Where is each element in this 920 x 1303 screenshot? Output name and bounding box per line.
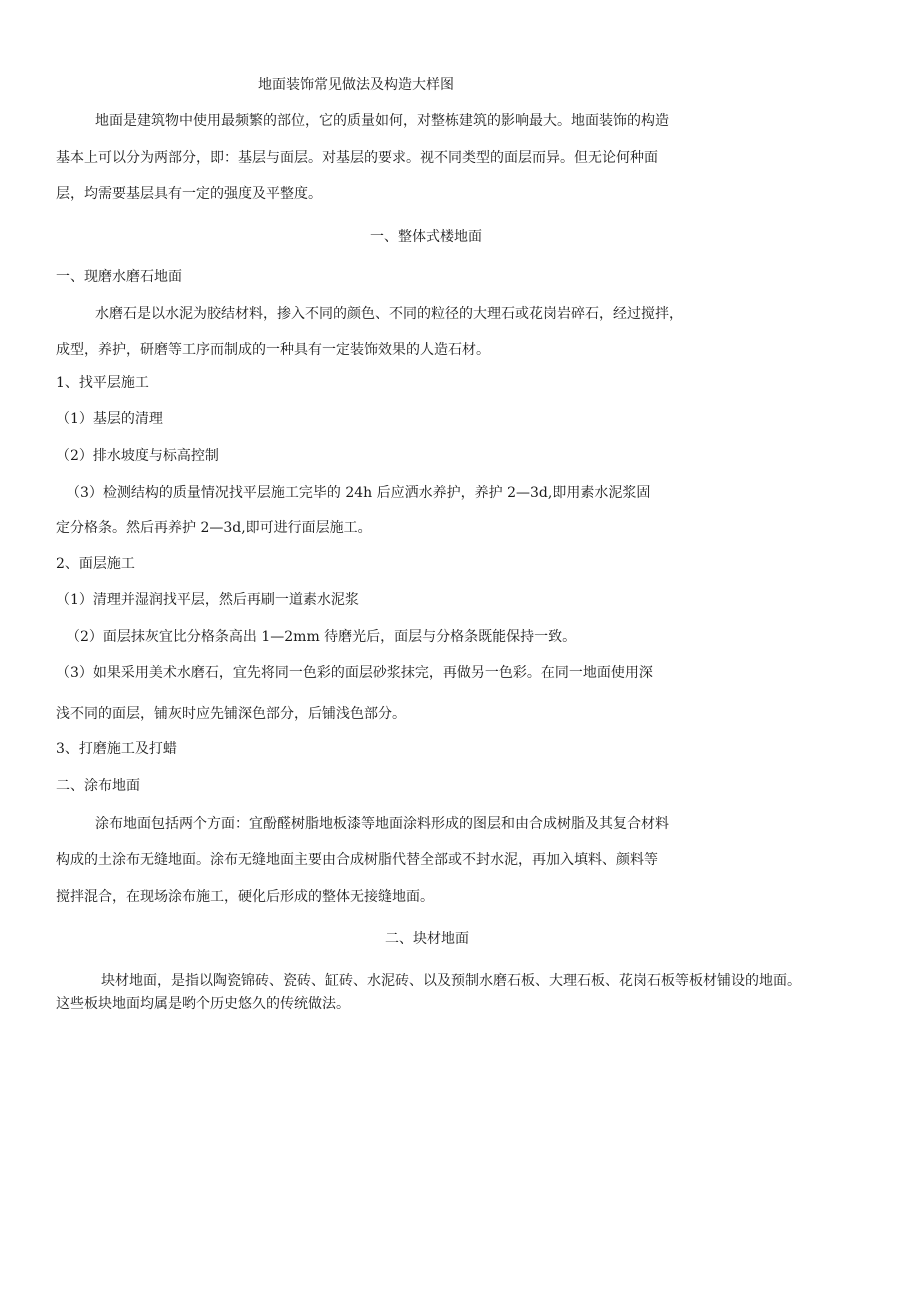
- terrazzo-para-line-2: 成型，养护，研磨等工序而制成的一种具有一定装饰效果的人造石材。: [56, 342, 490, 358]
- surface-item-1: （1）清理并湿润找平层，然后再刷一道素水泥浆: [56, 592, 359, 608]
- section-heading-block-floor: 二、块材地面: [385, 931, 469, 947]
- surface-item-2: （2）面层抹灰宜比分格条高出 1—2mm 待磨光后，面层与分格条既能保持一致。: [66, 629, 577, 645]
- intro-line-1: 地面是建筑物中使用最频繁的部位，它的质量如何，对整栋建筑的影响最大。地面装饰的构造: [95, 113, 669, 129]
- step-heading-surface: 2、面层施工: [56, 556, 135, 572]
- terrazzo-para-line-1: 水磨石是以水泥为胶结材料，掺入不同的颜色、不同的粒径的大理石或花岗岩碎石，经过搅拌，: [95, 306, 683, 322]
- leveling-item-3-cont: 定分格条。然后再养护 2—3d,即可进行面层施工。: [56, 520, 372, 536]
- step-heading-leveling: 1、找平层施工: [56, 375, 149, 391]
- section-heading-monolithic-floor: 一、整体式楼地面: [370, 229, 482, 245]
- block-para-line-2: 这些板块地面均属是哟个历史悠久的传统做法。: [56, 996, 350, 1012]
- coated-para-line-1: 涂布地面包括两个方面：宜酚醛树脂地板漆等地面涂料形成的图层和由合成树脂及其复合材料: [95, 816, 669, 832]
- step-heading-polishing: 3、打磨施工及打蜡: [56, 741, 177, 757]
- leveling-item-3: （3）检测结构的质量情况找平层施工完毕的 24h 后应洒水养护，养护 2—3d,即用素水泥浆固: [66, 485, 651, 501]
- leveling-item-1: （1）基层的清理: [56, 411, 163, 427]
- document-title: 地面装饰常见做法及构造大样图: [258, 77, 454, 93]
- subsection-heading-coated-floor: 二、涂布地面: [56, 778, 140, 794]
- intro-line-3: 层，均需要基层具有一定的强度及平整度。: [56, 186, 322, 202]
- intro-line-2: 基本上可以分为两部分，即：基层与面层。对基层的要求。视不同类型的面层而异。但无论何种面: [56, 150, 658, 166]
- surface-item-3: （3）如果采用美术水磨石，宜先将同一色彩的面层砂浆抹完，再做另一色彩。在同一地面使用深: [56, 665, 653, 681]
- block-para-line-1: 块材地面，是指以陶瓷锦砖、瓷砖、缸砖、水泥砖、以及预制水磨石板、大理石板、花岗石板等板材铺设的地面。: [101, 973, 801, 989]
- coated-para-line-2: 构成的土涂布无缝地面。涂布无缝地面主要由合成树脂代替全部或不封水泥，再加入填料、颜料等: [56, 852, 658, 868]
- surface-item-3-cont: 浅不同的面层，铺灰时应先铺深色部分，后铺浅色部分。: [56, 706, 406, 722]
- subsection-heading-terrazzo: 一、现磨水磨石地面: [56, 269, 182, 285]
- coated-para-line-3: 搅拌混合，在现场涂布施工，硬化后形成的整体无接缝地面。: [56, 889, 434, 905]
- leveling-item-2: （2）排水坡度与标高控制: [56, 448, 219, 464]
